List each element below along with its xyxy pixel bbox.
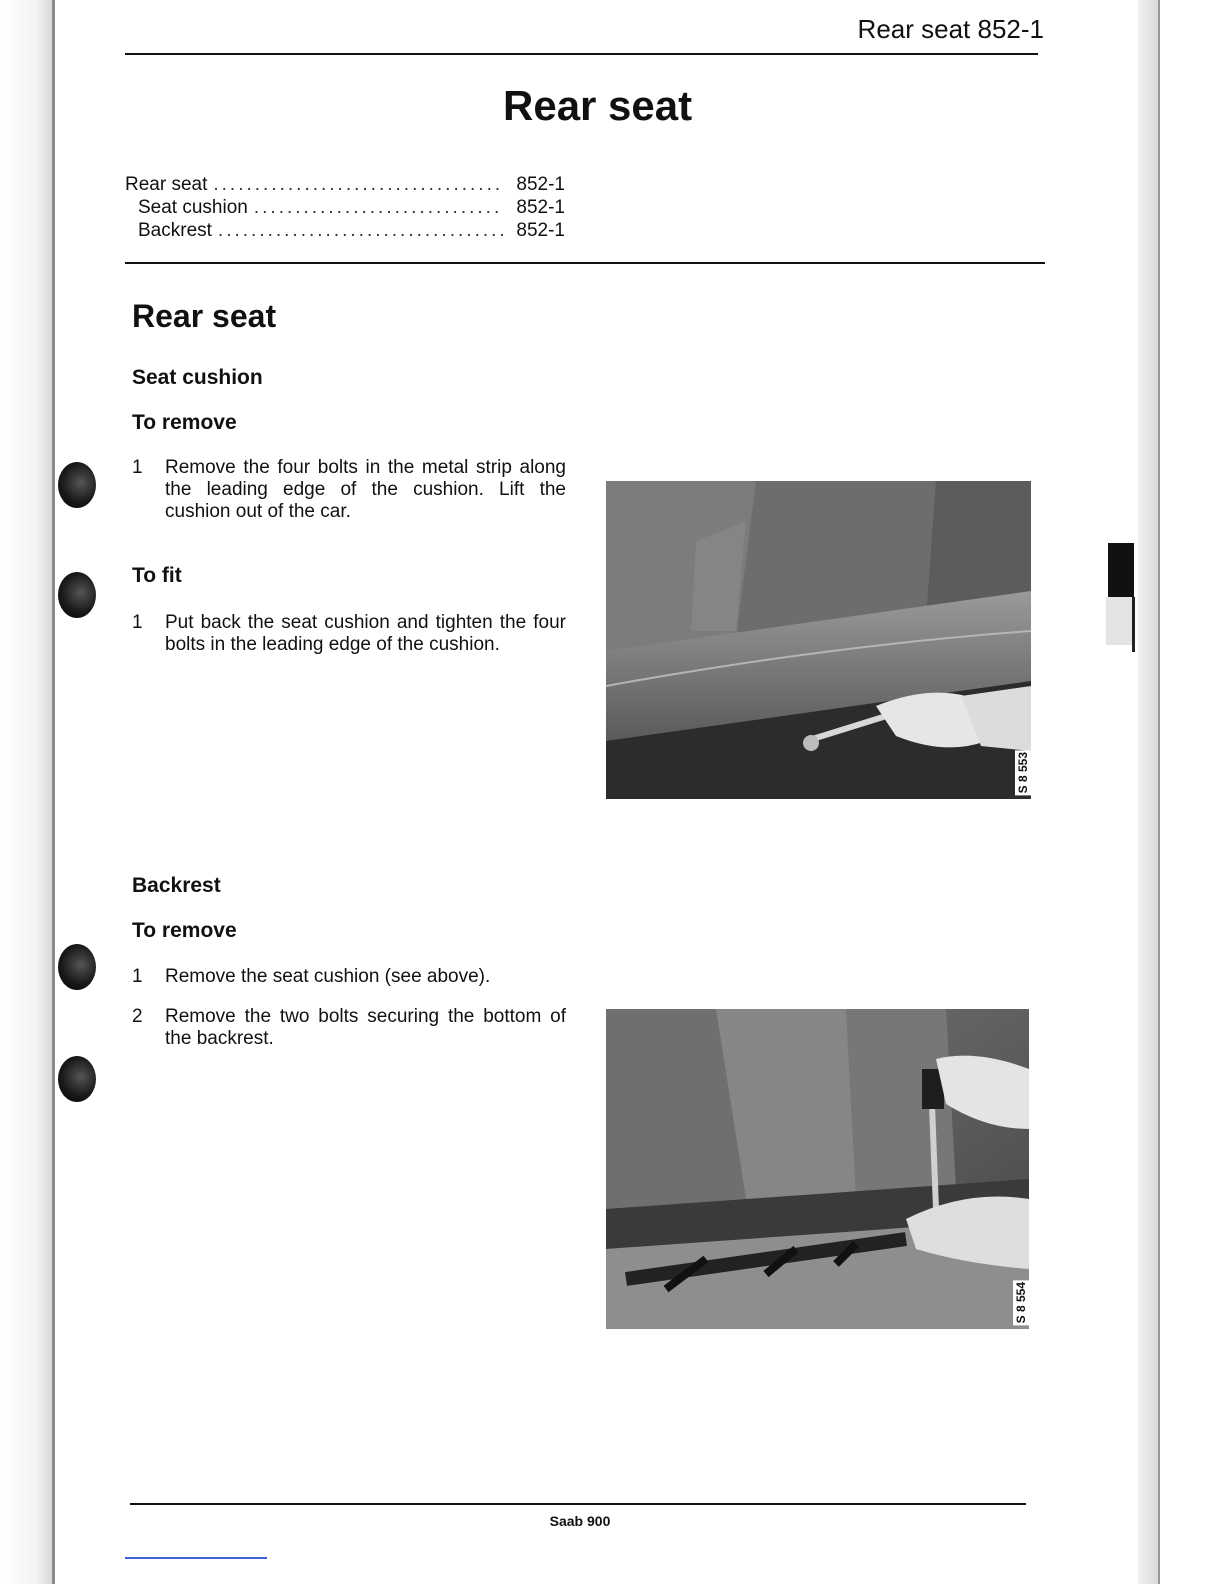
- procedure-step: [132, 1006, 566, 1050]
- table-of-contents: [125, 173, 565, 242]
- toc-rule: [125, 262, 1045, 264]
- toc-entry[interactable]: [125, 173, 565, 196]
- step-text: Put back the seat cushion and tighten the four bolts in the leading edge of the cushion.: [165, 612, 566, 655]
- step-number: 1: [132, 457, 143, 478]
- footer-text: Saab 900: [549, 1513, 611, 1529]
- figure-backrest-bolts: [606, 1009, 1029, 1329]
- toc-leader-dots: [254, 196, 503, 219]
- section-tab-shade: [1106, 597, 1134, 645]
- photo-backrest-illustration: [606, 1009, 1029, 1329]
- binder-hole: [58, 462, 96, 508]
- toc-entry-label: Rear seat: [125, 174, 208, 195]
- running-header: Rear seat 852-1: [857, 14, 1044, 44]
- subsection-heading-backrest: Backrest: [132, 874, 221, 897]
- toc-entry-page: 852-1: [516, 220, 565, 241]
- binder-hole: [58, 572, 96, 618]
- header-rule: [125, 53, 1038, 55]
- page-right-edge: [1158, 0, 1160, 1584]
- procedure-step: [132, 612, 566, 656]
- step-number: 2: [132, 1006, 143, 1027]
- blue-underline-mark: [125, 1557, 267, 1559]
- step-number: 1: [132, 966, 143, 987]
- figure-code: S 8 554: [1014, 1281, 1028, 1323]
- step-number: 1: [132, 612, 143, 633]
- procedure-heading-fit: To fit: [132, 564, 182, 587]
- page-binding-edge: [52, 0, 55, 1584]
- procedure-step: [132, 966, 566, 988]
- step-text: Remove the four bolts in the metal strip along the leading edge of the cushion. Lift the cushion out of the car.: [165, 457, 566, 522]
- section-heading: Rear seat: [132, 298, 277, 334]
- page-left-margin: [0, 0, 52, 1584]
- footer-rule: [130, 1503, 1026, 1505]
- step-text: Remove the two bolts securing the bottom of the backrest.: [165, 1006, 566, 1049]
- toc-leader-dots: [218, 219, 503, 242]
- toc-leader-dots: [213, 173, 503, 196]
- toc-entry-label: Seat cushion: [138, 197, 248, 218]
- toc-entry[interactable]: [125, 196, 565, 219]
- page-right-shadow: [1138, 0, 1160, 1584]
- section-tab-line: [1132, 597, 1135, 652]
- toc-entry-page: 852-1: [516, 174, 565, 195]
- binder-hole: [58, 1056, 96, 1102]
- photo-seat-cushion-illustration: [606, 481, 1031, 799]
- procedure-heading-remove: To remove: [132, 919, 237, 942]
- subsection-heading-seat-cushion: Seat cushion: [132, 366, 263, 389]
- procedure-heading-remove: To remove: [132, 411, 237, 434]
- figure-code: S 8 553: [1016, 751, 1030, 793]
- toc-entry-page: 852-1: [516, 197, 565, 218]
- procedure-step: [132, 457, 566, 523]
- section-tab-marker: [1108, 543, 1134, 597]
- toc-entry-label: Backrest: [138, 220, 212, 241]
- figure-seat-cushion-bolts: [606, 481, 1031, 799]
- binder-hole: [58, 944, 96, 990]
- toc-entry[interactable]: [125, 219, 565, 242]
- step-text: Remove the seat cushion (see above).: [165, 966, 491, 987]
- page-title: Rear seat: [503, 82, 693, 129]
